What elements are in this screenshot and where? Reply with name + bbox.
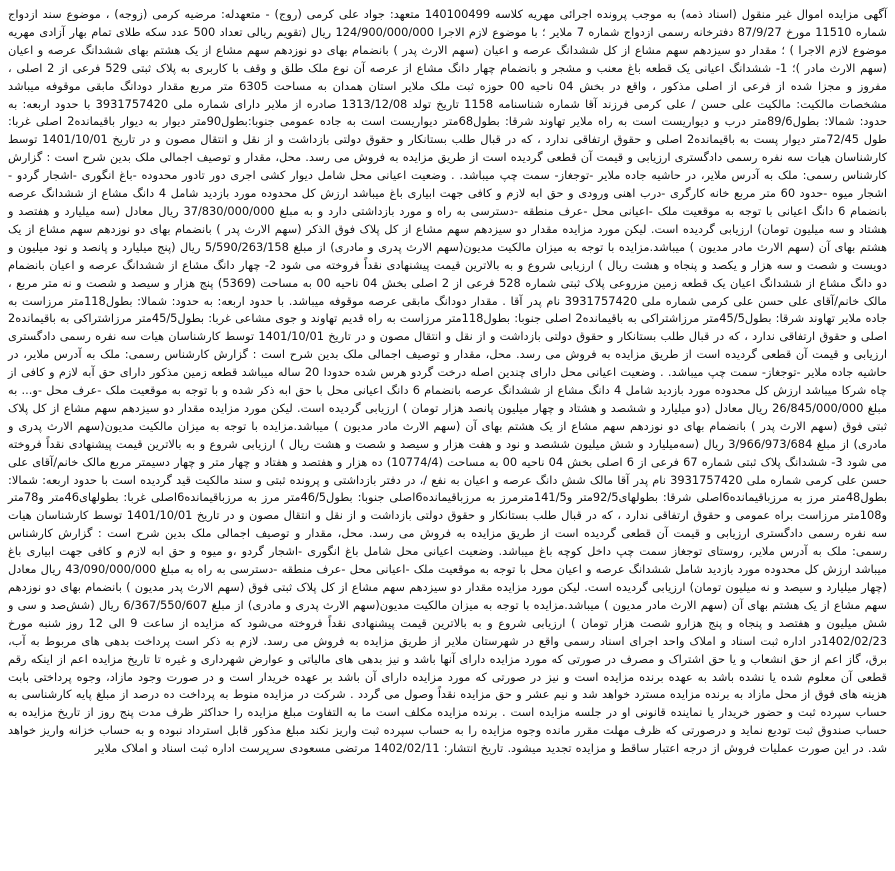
notice-body-text: آگهی مزایده اموال غیر منقول (اسناد ذمه) به موجب پرونده اجرائی مهریه کلاسه 140100499 متعهد: جواد علی کرمی (روج) - متعهدله: مرضیه کرمی (زوجه) ، موضوع سند ازدواج شماره 11510 مورخ 87/9/27 دفترخانه رسمی ازدواج شماره 7 ملایر ؛ با موضوع لازم الاجرا 124/900/000/000 ریال (تقویم ریالی تعداد 500 عدد سکه طلای تمام بهار آزادی مهریه موضوع لازم الاجرا ) ؛ مقدار دو سیزدهم سهم مشاع از کل ششدانگ عرصه و اعیان (سهم الارث پدر ) بانضمام بهای دو نوزدهم سهم مشاع از یک هشتم بهای ششدانگ عرصه و اعیان (سهم الارث مادر )؛ 1- ششدانگ اعیانی یک قطعه باغ معنب و مشجر و بانضمام چهار دانگ مشاع از عرصه آن نوع ملک طلق و وقف با کاربری به پلاک ثبتی 529 فرعی از 2 اصلی ، مفروز و مجزا شده از فرعی از اصلی مذکور ، واقع در بخش 04 ناحیه 00 حوزه ثبت ملک ملایر استان همدان به مساحت 6305 متر مربع مقدار دودانگ مابقی موقوفه میباشد مشخصات مالکیت: مالکیت علی حسن / علی کرمی فرزند آقا شماره شناسنامه 1158 تاریخ تولد 1313/12/08 صادره از ملایر دارای شماره ملی 3931757420 با حدود اربعه: به حدود: شمالا: بطول89/6متر درب و دیواریست است به راه ملایر تهاوند شرقا: بطول68متر دیواریست است به جاده عمومی جنوبا:بطول90متر دیوار به دیوار باقیمانده2 اصلی غربا: طول 72/45متر دیوار پست به باقیمانده2 اصلی و حقوق ارتفاقی ندارد ، که در قبال طلب بستانکار و حقوق دولتی بازداشت و از نقل و انتقال مصون و در تاریخ 1401/10/01 توسط کارشناسان هیات سه نفره رسمی دادگستری ارزیابی و قیمت آن قطعی گردیده است از طریق مزایده به فروش می رسد. محل، مقدار و توصیف اجمالی ملک بدین شرح است : گزارش کارشناس رسمی: ملک به آدرس ملایر، در حاشیه جاده ملایر -توجغاز- سمت چپ میباشد. . وضعیت اعیانی محل شامل دیوار کشی اجری دور تادور محدوده -باغ انگوری -اشجار گردو - اشجار میوه -حدود 60 متر مربع خانه کارگری -درب اهنی ورودی و حق ابه لازم و کافی جهت ابیاری باغ میباشد ارزش کل محدوده مورد بازدید شامل 4 دانگ مشاع از ششدانگ عرصه بانضمام 6 دانگ اعیانی با توجه به موقعیت ملک -اعیانی محل -عرف منطقه -دسترسی به راه و مورد بازداشتی دارد و به مبلغ 37/830/000/000 ریال معادل (سه میلیارد و هفتصد و هشتاد و سه میلیون تومان) ارزیابی گردیده است. لیکن مورد مزایده مقدار دو سیزدهم سهم مشاع از کل پلاک فوق الذکر (سهم الارث پدر ) بانضمام بهای دو نوزدهم سهم مشاع از یک هشتم بهای آن (سهم الارث مادر مدیون ) میباشد.مزایده با توجه به میزان مالکیت مدیون(سهم الارث پدری و مادری) از مبلغ 5/590/263/158 ریال (پنج میلیارد و پانصد و نود میلیون و دویست و شصت و سه هزار و یکصد و پنجاه و هشت ریال ) ارزیابی شروع و به بالاترین قیمت پیشنهادی نقداً فروخته می شود 2- چهار دانگ مشاع از ششدانگ عرصه و اعیان بانضمام دو دانگ مشاع از ششدانگ اعیان یک قطعه زمین مزروعی پلاک ثبتی شماره 528 فرعی از 2 اصلی بخش 04 ناحیه 00 به مساحت (5369) پنج هزار و سیصد و شصت و نه متر مربع ، مالک خانم/آقای علی حسن علی کرمی شماره ملی 3931757420 نام پدر آقا . مقدار دودانگ مابقی عرصه موقوفه میباشد. با حدود اربعه: به حدود: شمالا: بطول118متر مرزاست به جاده ملایر تهاوند شرقا: بطول45/5متر مرزاشتراکی به باقیمانده2 اصلی جنوبا: بطول118متر مرزاست به راه قدیم تهاوند و جوی مشاعی غربا: بطول45/5متر مرزاشتراکی به باقیمانده2 اصلی و حقوق ارتفاقی ندارد ، که در قبال طلب بستانکار و حقوق دولتی بازداشت و از نقل و انتقال مصون و در تاریخ 1401/10/01 توسط کارشناسان هیات سه نفره رسمی دادگستری ارزیابی و قیمت آن قطعی گردیده است از طریق مزایده به فروش می رسد. محل، مقدار و توصیف اجمالی ملک بدین شرح است : گزارش کارشناس رسمی: ملک به آدرس ملایر، در حاشیه جاده ملایر -توجغاز- سمت چپ میباشد. . وضعیت اعیانی محل دارای چندین اصله درخت گردو هرس شده حدودا 20 ساله میباشد قطعه زمین مذکور دارای حق آبه لازم و کافی از چاه شرکا میباشد ارزش کل محدوده مورد بازدید شامل 4 دانگ مشاع از ششدانگ عرصه بانضمام 6 دانگ اعیانی محل با حق ابه ذکر شده و با توجه به موقعیت ملک -عرف محل -و... به مبلغ 26/845/000/000 ریال معادل (دو میلیارد و ششصد و هشتاد و چهار میلیون پانصد هزار تومان ) ارزیابی گردیده است. لیکن مورد مزایده مقدار دو سیزدهم سهم مشاع از کل پلاک ثبتی فوق (سهم الارث پدر ) بانضمام بهای دو نوزدهم سهم مشاع از یک هشتم بهای آن (سهم الارث مادر مدیون ) میباشد.مزایده با توجه به میزان مالکیت مدیون(سهم الارث پدری و مادری) از مبلغ 3/966/973/684 ریال (سه‌میلیارد و شش میلیون ششصد و نود و هفت هزار و سیصد و شصت و هشت ریال ) ارزیابی شروع و به بالاترین قیمت پیشنهادی نقداً فروخته می شود 3- ششدانگ پلاک ثبتی شماره 67 فرعی از 6 اصلی بخش 04 ناحیه 00 به مساحت (10774/4) ده هزار و هفتصد و هفتاد و چهار متر و چهار دسیمتر مربع مالک خانم/آقای علی حسن علی کرمی شماره ملی 3931757420 نام پدر آقا مالک شش دانگ عرصه و اعیان به نفع /، در دفتر بازداشتی و پرونده ثبتی و سند مالکیت قید گردیده است با حدود اربعه: شمالا: بطول48متر مرز به مرزباقیمانده6اصلی شرقا: بطولهای92/5متر و141/5مترمرز به مرزباقیمانده6اصلی جنوبا: بطول46/5متر مرز به مرزباقیمانده6اصلی غربا: بطولهای46متر و78متر و108متر مرزاست براه عمومی و حقوق ارتفاقی ندارد ، که در قبال طلب بستانکار و حقوق دولتی بازداشت و از نقل و انتقال مصون و در تاریخ 1401/10/01 توسط کارشناسان هیات سه نفره رسمی دادگستری ارزیابی و قیمت آن قطعی گردیده است از طریق مزایده به فروش می رسد. محل، مقدار و توصیف اجمالی ملک بدین شرح است : گزارش کارشناس رسمی: ملک به آدرس ملایر، روستای توجغاز سمت چپ داخل کوچه باغ میباشد. وضعیت اعیانی محل شامل باغ انگوری -اشجار گردو ،و میوه و حق ابه لازم و کافی جهت ابیاری باغ میباشد ارزش کل محدوده مورد بازدید شامل ششدانگ عرصه و اعیان محل با توجه به موقعیت ملک -اعیانی محل -عرف منطقه -دسترسی به راه به مبلغ 43/090/000/000 ریال معادل (چهار میلیارد و سیصد و نه میلیون تومان) ارزیابی گردیده است. لیکن مورد مزایده مقدار دو سیزدهم سهم مشاع از کل پلاک ثبتی فوق (سهم الارث پدر مدیون ) بانضمام بهای دو نوزدهم سهم مشاع از یک هشتم بهای آن (سهم الارث مادر مدیون ) میباشد.مزایده با توجه به میزان مالکیت مدیون(سهم الارث پدری و مادری) از مبلغ 6/367/550/607 ریال (شش‌صد و سی و شش میلیون و هفتصد و پنجاه و پنج هزارو شصت هزار تومان ) ارزیابی شروع و به بالاترین قیمت پیشنهادی نقداً فروخته می‌شود که مزایده از ساعت 9 الی 12 روز شنبه مورخ 1402/02/23در اداره ثبت اسناد و املاک واحد اجرای اسناد رسمی واقع در شهرستان ملایر از طریق مزایده به فروش می رسد. لازم به ذکر است پرداخت بدهی های مربوط به آب، برق، گاز اعم از حق انشعاب و یا حق اشتراک و مصرف در صورتی که مورد مزایده دارای آنها باشد و نیز بدهی های مالیاتی و عوارض شهرداری و غیره تا تاریخ مزایده اعم از اینکه رقم قطعی آن معلوم شده یا نشده باشد به عهده برنده مزایده است و نیز در صورتی که مورد مزایده دارای آن باشد بر عهده خریدار است و در صورت وجود مازاد، وجوه پرداختی بابت هزینه های فوق از محل مازاد به برنده مزایده مسترد خواهد شد و نیم عشر و حق مزایده نقداً وصول می گردد . شرکت در مزایده منوط به پرداخت ده درصد از مبلغ پایه کارشناسی به حساب سپرده ثبت و حضور خریدار یا نماینده قانونی او در جلسه مزایده است . برنده مزایده مکلف است ما به التفاوت مبلغ مزایده را حداکثر ظرف مدت پنج روز از تاریخ مزایده به حساب صندوق ثبت تودیع نماید و درصورتی که ظرف مهلت مقرر مانده وجوه مزایده را به حساب سپرده ثبت واریز نکند مبلغ مذکور قابل استرداد نبوده و به حساب خزانه واریز خواهد شد. در این صورت عملیات فروش از درجه اعتبار ساقط و مزایده تجدید میشود. تاریخ انتشار: 1402/02/11 مرتضی مسعودی سرپرست اداره ثبت اسناد و املاک ملایر <box>8 7 888 756</box>
auction-notice <box>8 6 887 758</box>
